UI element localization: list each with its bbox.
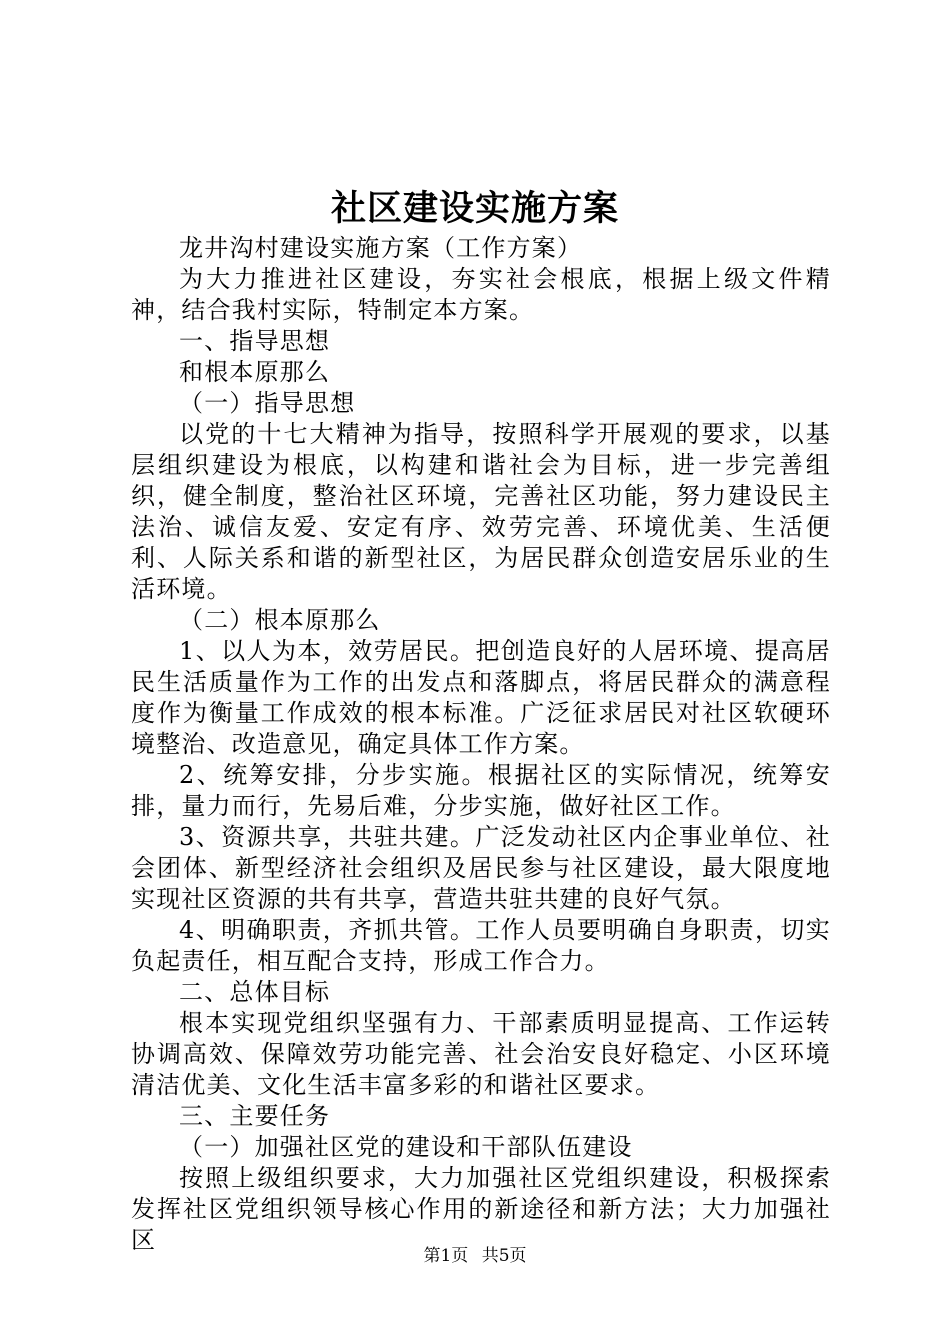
heading-overall-goal: 二、总体目标: [179, 978, 331, 1006]
paragraph-ideology: 以党的十七大精神为指导，按照科学开展观的要求，以基层组织建设为根底，以构建和谐社会为目标，进一步完善组织，健全制度，整治社区环境，完善社区功能，努力建设民主法治、诚信友爱、安定有序、效劳完善、环境优美、生活便利、人际关系和谐的新型社区，为居民群众创造安居乐业的生活环境。: [131, 420, 831, 603]
document-body: [131, 233, 831, 1256]
paragraph-principle-4: 4、明确职责，齐抓共管。工作人员要明确自身职责，切实负起责任，相互配合支持，形成工作合力。: [131, 916, 831, 975]
page-number: 第1页: [423, 1246, 469, 1266]
page-footer: [0, 1244, 950, 1268]
paragraph-party-building: 按照上级组织要求，大力加强社区党组织建设，积极探索发挥社区党组织领导核心作用的新途径和新方法；大力加强社区: [131, 1164, 831, 1254]
subheading-party-building: （一）加强社区党的建设和干部队伍建设: [179, 1133, 633, 1161]
paragraph-principle-2: 2、统筹安排，分步实施。根据社区的实际情况，统筹安排，量力而行，先易后难，分步实施，做好社区工作。: [131, 761, 831, 820]
paragraph-principle-1: 1、以人为本，效劳居民。把创造良好的人居环境、提高居民生活质量作为工作的出发点和落脚点，将居民群众的满意程度作为衡量工作成效的根本标准。广泛征求居民对社区软硬环境整治、改造意见，确定具体工作方案。: [131, 637, 831, 758]
subheading-guiding-ideology: （一）指导思想: [179, 389, 356, 417]
paragraph-subtitle: 龙井沟村建设实施方案（工作方案）: [179, 234, 583, 262]
heading-guiding-ideology: 一、指导思想: [179, 327, 331, 355]
page-title: 社区建设实施方案: [330, 188, 619, 229]
paragraph-intro: 为大力推进社区建设，夯实社会根底，根据上级文件精神，结合我村实际，特制定本方案。: [131, 265, 831, 324]
paragraph-principle-3: 3、资源共享，共驻共建。广泛发动社区内企事业单位、社会团体、新型经济社会组织及居民参与社区建设，最大限度地实现社区资源的共有共享，营造共驻共建的良好气氛。: [131, 823, 831, 913]
heading-basic-principles: 和根本原那么: [179, 358, 331, 386]
subheading-principles: （二）根本原那么: [179, 606, 381, 634]
heading-main-tasks: 三、主要任务: [179, 1102, 331, 1130]
paragraph-goal: 根本实现党组织坚强有力、干部素质明显提高、工作运转协调高效、保障效劳功能完善、社会治安良好稳定、小区环境清洁优美、文化生活丰富多彩的和谐社区要求。: [131, 1009, 831, 1099]
page-total: 共5页: [481, 1246, 527, 1266]
